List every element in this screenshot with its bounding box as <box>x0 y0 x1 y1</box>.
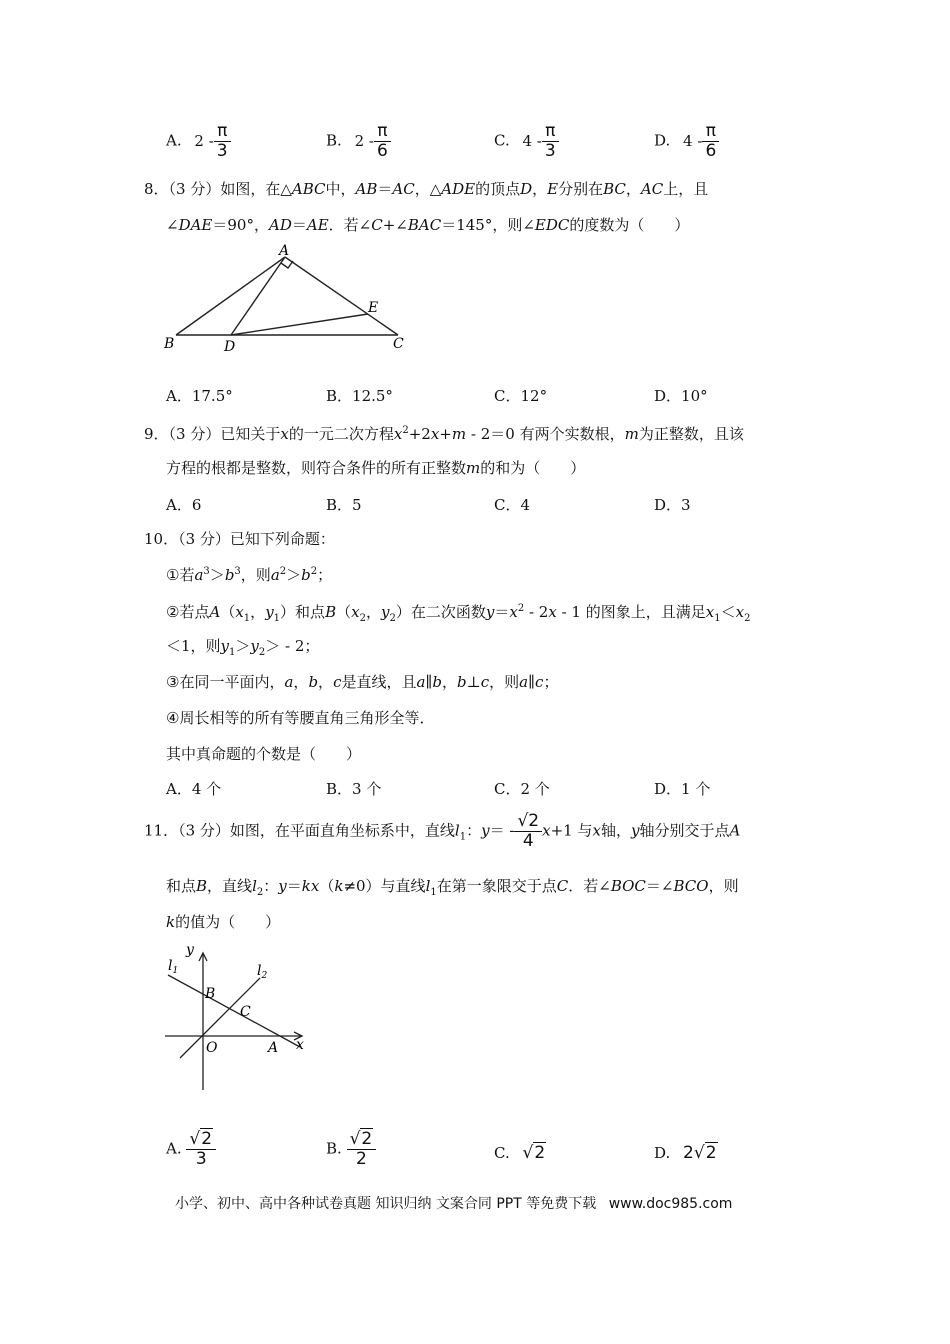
q10-proposition-2-line1: ②若点$A(x_1$，$y_1$）和点$B(x_2$，$y_2$）在二次函数$y=x^2 - 2x - 1$ 的图象上，且满足$x_1<x_2$ <box>166 603 751 624</box>
q10-option-d: D．1 个 <box>654 780 711 798</box>
q7-option-c: C. 4 - $\frac{\pi}{3}$ <box>494 122 559 161</box>
label-l1: $l_1$ <box>168 958 179 976</box>
footer-url[interactable]: www.doc985.com <box>608 1196 733 1212</box>
q10-option-a: A．4 个 <box>166 780 222 798</box>
q9-stem-line1: 9．（3 分）已知关于x的一元二次方程$x^2+2x+m - 2=0$ 有两个实数根，m为正整数，且该 <box>144 425 744 443</box>
q9-option-d: D．3 <box>654 496 691 514</box>
label-l2: $l_2$ <box>257 963 268 981</box>
segment-de <box>231 314 368 335</box>
label-e: E <box>368 300 379 316</box>
q10-proposition-3: ③在同一平面内，a，b，c是直线，且a∥b，b⊥c，则a∥c； <box>166 673 559 691</box>
segment-ab <box>176 257 285 335</box>
q10-proposition-2-line2: ＜1，则$y_1>y_2> - 2$； <box>166 637 320 658</box>
segment-ad <box>231 257 285 335</box>
segment-ac <box>285 257 398 335</box>
label-c: C <box>240 1004 251 1020</box>
q9-stem-line2: 方程的根都是整数，则符合条件的所有正整数m的和为（ ） <box>166 459 586 477</box>
q11-stem-line2: 和点B，直线$l_2$：y＝kx（k≠0）与直线$l_1$在第一象限交于点C．若∠BOC＝∠BCO，则 <box>166 877 739 898</box>
q11-stem-line1: 11．（3 分）如图，在平面直角坐标系中，直线$l_1$：y＝ - $\frac{√2}{4}$ x+1 与x轴，y轴分别交于点A <box>144 811 741 851</box>
q11-stem-line3: k的值为（ ） <box>166 913 281 931</box>
q10-option-c: C．2 个 <box>494 780 550 798</box>
label-b: B <box>205 986 216 1002</box>
label-y: y <box>186 942 194 958</box>
q10-proposition-1: ①若$a^3>b^3$，则$a^2>b^2$； <box>166 566 333 584</box>
q8-option-a: A．17.5° <box>166 387 233 405</box>
q10-proposition-4: ④周长相等的所有等腰直角三角形全等． <box>166 709 435 727</box>
q8-stem-line1: 8．（3 分）如图，在△ABC中，AB＝AC，△ADE的顶点D，E分别在BC，AC上，且 <box>144 180 709 198</box>
q11-option-b: B. $\frac{√2}{2}$ <box>326 1130 376 1169</box>
label-c: C <box>393 336 404 352</box>
footer-text: 小学、初中、高中各种试卷真题 知识归纳 文案合同 PPT 等免费下载 <box>175 1196 597 1212</box>
q10-stem: 10．（3 分）已知下列命题： <box>144 530 335 548</box>
q11-coordinate-figure <box>160 940 320 1095</box>
q10-question: 其中真命题的个数是（ ） <box>166 745 362 763</box>
q8-option-b: B．12.5° <box>326 387 393 405</box>
q11-option-c: C. √2 <box>494 1143 546 1163</box>
label-b: B <box>164 336 175 352</box>
q11-option-a: A. $\frac{√2}{3}$ <box>166 1130 216 1169</box>
label-o: O <box>206 1040 218 1056</box>
q7-option-d: D. 4 - $\frac{\pi}{6}$ <box>654 122 719 161</box>
q9-option-b: B．5 <box>326 496 362 514</box>
q7-option-a: A. 2 - $\frac{\pi}{3}$ <box>166 122 231 161</box>
q9-option-c: C．4 <box>494 496 531 514</box>
page-footer <box>175 1193 732 1213</box>
q8-triangle-figure <box>160 240 420 360</box>
q8-stem-line2: ∠DAE＝90°，AD＝AE．若∠C+∠BAC＝145°，则∠EDC的度数为（ ） <box>166 216 690 234</box>
q11-option-d: D. 2√2 <box>654 1143 717 1163</box>
q8-option-c: C．12° <box>494 387 548 405</box>
label-x: x <box>296 1037 304 1053</box>
label-a: A <box>268 1040 279 1056</box>
q8-option-d: D．10° <box>654 387 708 405</box>
label-d: D <box>224 339 236 355</box>
q9-option-a: A．6 <box>166 496 202 514</box>
label-a: A <box>279 243 290 259</box>
q7-option-b: B. 2 - $\frac{\pi}{6}$ <box>326 122 391 161</box>
q10-option-b: B．3 个 <box>326 780 382 798</box>
